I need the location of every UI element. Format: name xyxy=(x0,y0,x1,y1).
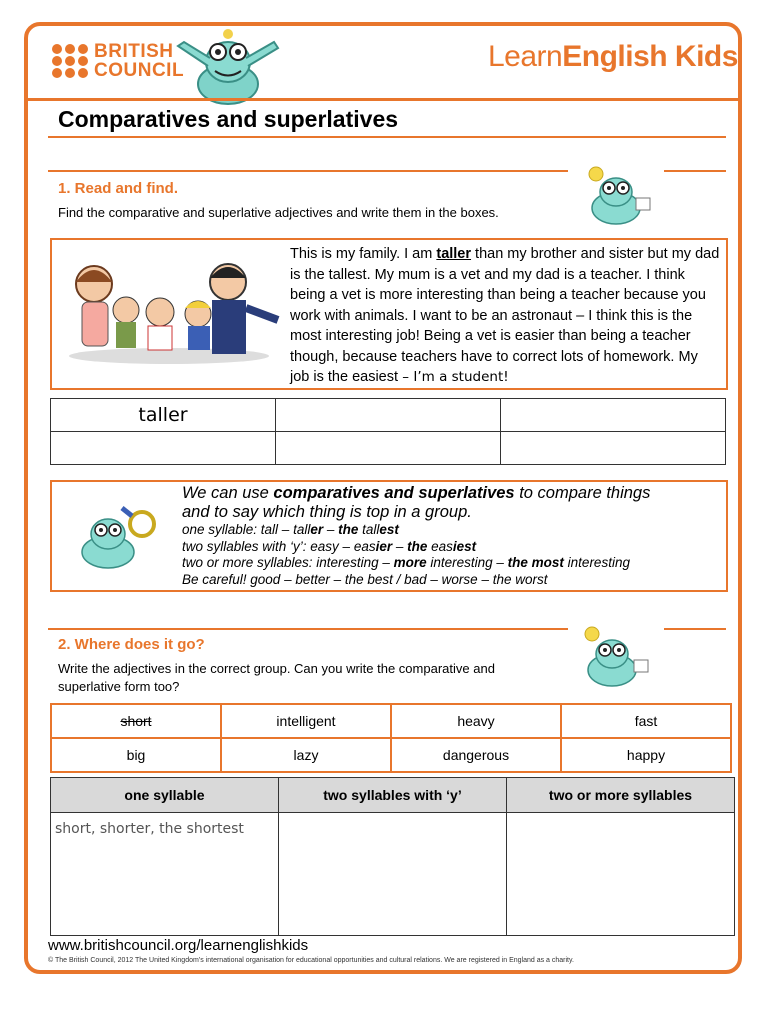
section1-rule-right xyxy=(664,170,726,172)
r1-f: est xyxy=(379,522,399,537)
answer-row xyxy=(51,399,726,432)
word-cell: lazy xyxy=(221,738,391,772)
section2-instructions-line1: Write the adjectives in the correct group. Can you write the comparative and xyxy=(58,661,495,676)
word-cell: dangerous xyxy=(391,738,561,772)
story-highlight: taller xyxy=(436,246,472,262)
word-cell: short xyxy=(51,704,221,738)
brand-light: Learn xyxy=(488,40,563,73)
syllable-table xyxy=(50,777,735,936)
answer-cell[interactable] xyxy=(501,432,726,465)
r3-d: the most xyxy=(507,555,564,570)
section2-heading: 2. Where does it go? xyxy=(58,636,205,653)
monster-magnifier-icon xyxy=(72,502,168,572)
tip-line1-post: to compare things xyxy=(514,484,651,502)
example-answer: short, shorter, the shortest xyxy=(55,821,244,837)
footer-url[interactable]: www.britishcouncil.org/learnenglishkids xyxy=(48,937,309,954)
tip-rule-two-syllables xyxy=(182,539,722,556)
page-title: Comparatives and superlatives xyxy=(58,106,399,132)
answer-cell[interactable]: taller xyxy=(51,399,276,432)
monster-lightbulb-icon xyxy=(574,160,658,230)
r3-b: more xyxy=(393,555,427,570)
r1-a: one syllable: tall – tall xyxy=(182,522,311,537)
column-header: two or more syllables xyxy=(507,778,735,813)
r1-d: the xyxy=(338,522,359,537)
section2-instructions-line2: superlative form too? xyxy=(58,679,180,694)
r2-c: – xyxy=(392,538,408,554)
monster-mascot-icon xyxy=(170,26,286,106)
word-cell: intelligent xyxy=(221,704,391,738)
story-part1: This is my family. I am xyxy=(290,246,437,262)
footer-copyright: © The British Council, 2012 The United Kingdom’s international organisation for educational opportunities and cultural relations. We are registered in England as a charity. xyxy=(48,957,574,964)
answer-grid xyxy=(50,398,726,465)
more-syllables-answer-cell[interactable] xyxy=(507,813,735,936)
tip-rule-irregular: Be careful! good – better – the best / bad – worse – the worst xyxy=(182,571,548,587)
british-council-logo-icon xyxy=(52,44,88,78)
word-bank xyxy=(50,703,732,773)
column-header: two syllables with ‘y’ xyxy=(279,778,507,813)
r3-e: interesting xyxy=(563,555,630,570)
word-row xyxy=(51,704,731,738)
story-text xyxy=(290,244,720,388)
r2-d: the xyxy=(407,538,428,554)
r2-a: two syllables with ‘y’: easy – eas xyxy=(182,538,376,554)
tip-line1 xyxy=(182,484,722,503)
answer-cell[interactable] xyxy=(276,399,501,432)
r2-f: iest xyxy=(452,538,477,554)
title-underline xyxy=(48,136,726,138)
r1-c: – xyxy=(323,522,339,537)
story-part2: than my brother and sister but my dad is the tallest. My mum is a vet and my dad is a teacher. I think being a vet is more interesting than being a teacher because you work with animals. I want to be an astronaut – I think this is the most interesting job! Being a vet is easier than being a teacher though, because teachers have to correct lots of homework. My job is the easiest xyxy=(290,246,720,385)
one-syllable-answer-cell[interactable] xyxy=(51,813,279,936)
tip-line2: and to say which thing is top in a group. xyxy=(182,503,472,521)
r2-e: eas xyxy=(427,538,453,554)
tip-line1-pre: We can use xyxy=(182,484,274,502)
tip-text xyxy=(182,484,722,588)
column-header: one syllable xyxy=(51,778,279,813)
syllable-header-row xyxy=(51,778,735,813)
learnenglish-kids-logo xyxy=(488,40,738,74)
section2-rule-right xyxy=(664,628,726,630)
tip-rule-more-syllables xyxy=(182,555,722,572)
header-divider xyxy=(24,98,742,101)
r3-a: two or more syllables: interesting – xyxy=(182,555,394,570)
r2-b: ier xyxy=(375,538,393,554)
org-name-line2: COUNCIL xyxy=(94,60,185,81)
brand-bold: English Kids xyxy=(562,40,738,73)
word-cell: happy xyxy=(626,747,666,763)
tip-rule-one-syllable xyxy=(182,522,722,539)
section2-instructions xyxy=(58,660,495,696)
word-row xyxy=(51,738,731,772)
answer-cell[interactable] xyxy=(276,432,501,465)
r1-b: er xyxy=(310,522,324,537)
answer-cell[interactable] xyxy=(51,432,276,465)
story-part3: – I’m a student! xyxy=(398,369,509,385)
r1-e: tall xyxy=(358,522,380,537)
word-cell: fast xyxy=(561,704,731,738)
section1-instructions: Find the comparative and superlative adjectives and write them in the boxes. xyxy=(58,205,499,220)
r3-c: interesting – xyxy=(426,555,508,570)
section2-rule-left xyxy=(48,628,568,630)
syllable-answer-row xyxy=(51,813,735,936)
answer-cell[interactable] xyxy=(501,399,726,432)
two-syllables-answer-cell[interactable] xyxy=(279,813,507,936)
family-illustration-icon xyxy=(56,256,282,366)
section1-rule-left xyxy=(48,170,568,172)
monster-lightbulb-icon xyxy=(574,620,658,690)
tip-line1-bold: comparatives and superlatives xyxy=(273,484,515,502)
answer-row xyxy=(51,432,726,465)
org-name-line1: BRITISH xyxy=(94,41,174,62)
section1-heading: 1. Read and find. xyxy=(58,180,179,197)
word-cell: heavy xyxy=(391,704,561,738)
word-cell: big xyxy=(51,738,221,772)
